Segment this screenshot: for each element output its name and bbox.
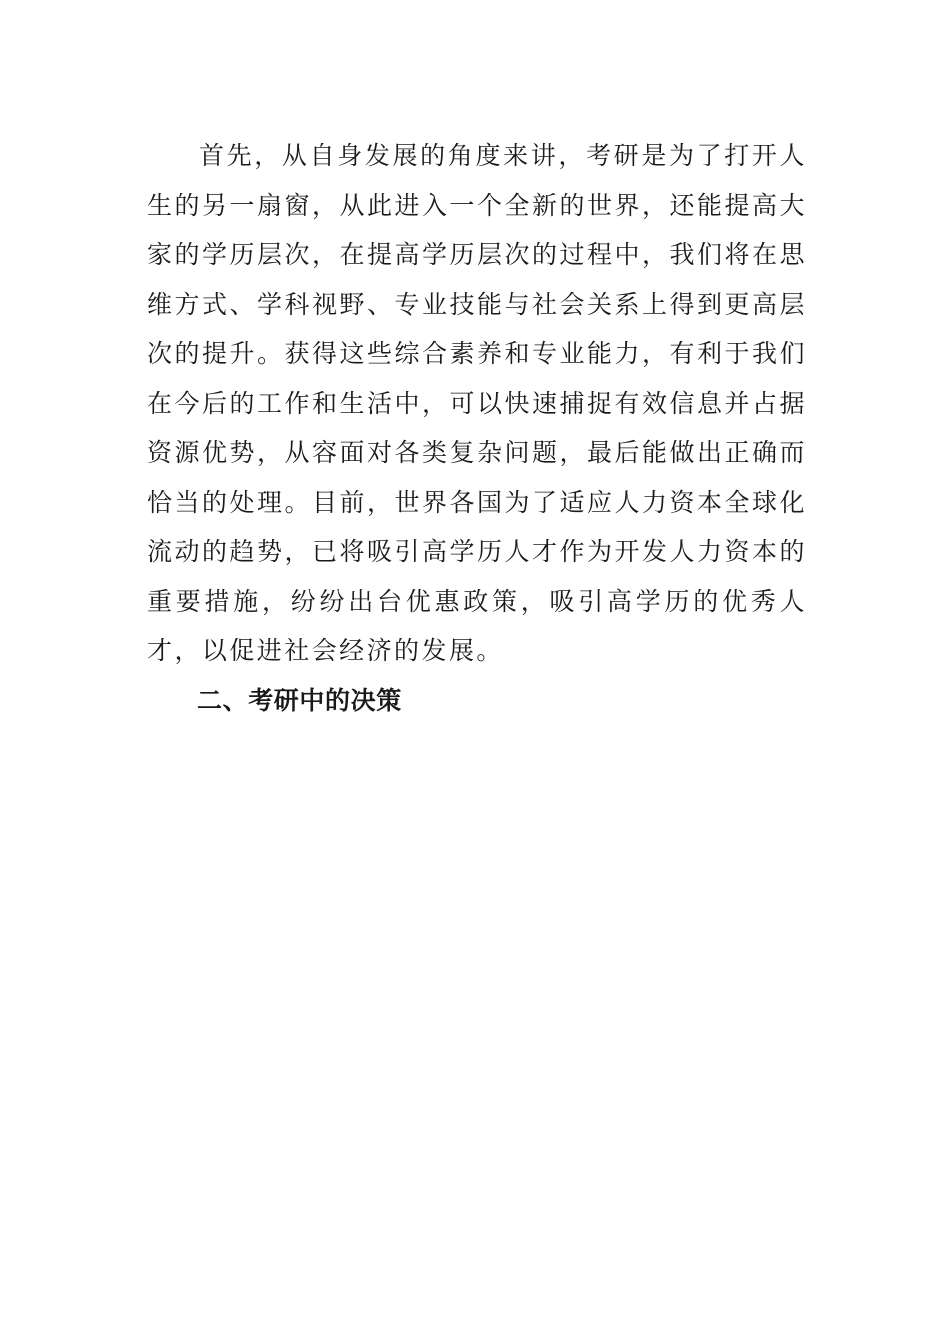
- body-paragraph: 首先，从自身发展的角度来讲，考研是为了打开人生的另一扇窗，从此进入一个全新的世界，还能提高大家的学历层次，在提高学历层次的过程中，我们将在思维方式、学科视野、专业技能与社会关系上得到更高层次的提升。获得这些综合素养和专业能力，有利于我们在今后的工作和生活中，可以快速捕捉有效信息并占据资源优势，从容面对各类复杂问题，最后能做出正确而恰当的处理。目前，世界各国为了适应人力资本全球化流动的趋势，已将吸引高学历人才作为开发人力资本的重要措施，纷纷出台优惠政策，吸引高学历的优秀人才，以促进社会经济的发展。: [147, 141, 807, 665]
- section-heading: 二、考研中的决策: [197, 686, 402, 715]
